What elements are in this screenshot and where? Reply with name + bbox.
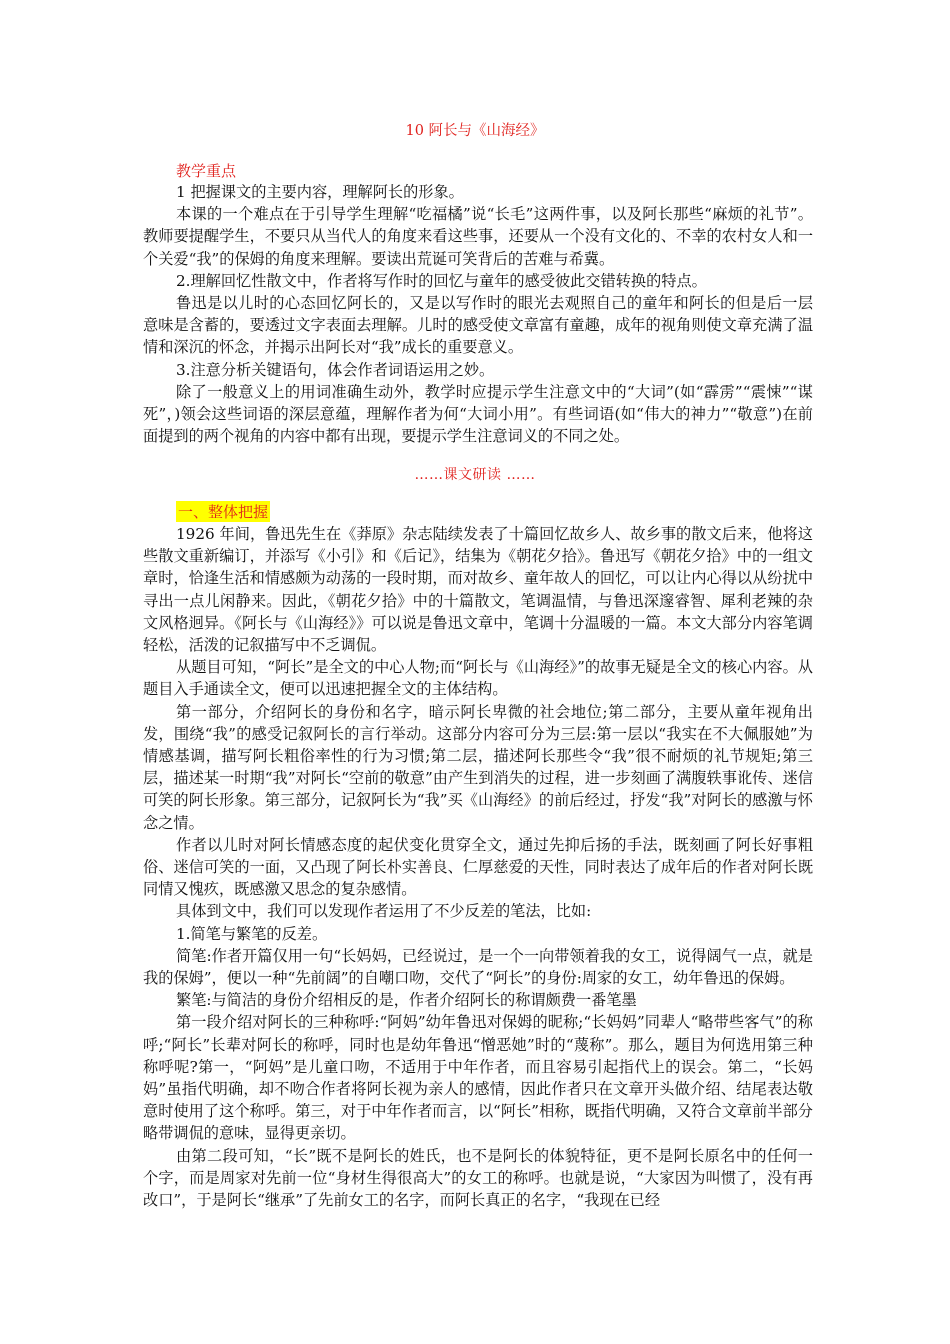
paragraph: 繁笔:与简洁的身份介绍相反的是，作者介绍阿长的称谓颇费一番笔墨 — [176, 991, 637, 1010]
paragraph: 1926 年间，鲁迅先生在《莽原》杂志陆续发表了十篇回忆故乡人、故乡事的散文后来，他将这些散文重新编订，并添写《小引》和《后记》，结集为《朝花夕拾》。鲁迅写《朝花夕拾》中的一组文章时，恰逢生活和情感颇为动荡的一段时期，而对故乡、童年故人的回忆，可以让内心得以从纷扰中寻出一点儿闲静来。因此，《朝花夕拾》中的十篇散文，笔调温情，与鲁迅深邃睿智、犀利老辣的杂文风格迥异。《阿长与《山海经》》可以说是鲁迅文章中，笔调十分温暖的一篇。本文大部分内容笔调轻松，活泼的记叙描写中不乏调侃。 — [143, 525, 813, 655]
overall-heading: 一、整体把握 — [178, 503, 269, 521]
paragraph: 简笔:作者开篇仅用一句“长妈妈，已经说过，是一个一向带领着我的女工，说得阔气一点，就是我的保姆”，便以一种“先前阔”的自嘲口吻，交代了“阿长”的身份:周家的女工，幼年鲁迅的保姆。 — [143, 946, 813, 988]
teaching-focus-heading: 教学重点 — [176, 162, 237, 180]
document-title: 10 阿长与《山海经》 — [405, 123, 545, 139]
paragraph: 具体到文中，我们可以发现作者运用了不少反差的笔法，比如: — [176, 902, 592, 921]
paragraph: 2.理解回忆性散文中，作者将写作时的回忆与童年的感受彼此交错转换的特点。 — [176, 271, 707, 290]
teaching-focus-body — [143, 181, 813, 447]
paragraph: 第一部分，介绍阿长的身份和名字，暗示阿长卑微的社会地位;第二部分，主要从童年视角出发，围绕“我”的感受记叙阿长的言行举动。这部分内容可分为三层:第一层以“我实在不大佩服她”为情感基调，描写阿长粗俗率性的行为习惯;第二层，描述阿长那些令“我”很不耐烦的礼节规矩;第三层，描述某一时期“我”对阿长“空前的敬意”由产生到消失的过程，进一步刻画了满腹轶事讹传、迷信可笑的阿长形象。第三部分，记叙阿长为“我”买《山海经》的前后经过，抒发“我”对阿长的感激与怀念之情。 — [143, 702, 813, 832]
paragraph: 1.简笔与繁笔的反差。 — [176, 924, 328, 943]
paragraph: 3.注意分析关键语句，体会作者词语运用之妙。 — [176, 360, 495, 379]
paragraph: 1 把握课文的主要内容，理解阿长的形象。 — [176, 183, 464, 201]
paragraph: 除了一般意义上的用词准确生动外，教学时应提示学生注意文中的“大词”(如“霹雳”“震悚”“谋死”，)领会这些词语的深层意蕴，理解作者为何“大词小用”。有些词语(如“伟大的神力”“敬意”)在前面提到的两个视角的内容中都有出现，要提示学生注意词义的不同之处。 — [143, 382, 813, 446]
paragraph: 从题目可知，“阿长”是全文的中心人物;而“阿长与《山海经》”的故事无疑是全文的核心内容。从题目入手通读全文，便可以迅速把握全文的主体结构。 — [143, 658, 813, 699]
section-divider: ……课文研读 …… — [414, 467, 536, 483]
paragraph: 第一段介绍对阿长的三种称呼:“阿妈”幼年鲁迅对保姆的昵称;“长妈妈”同辈人“略带些客气”的称呼;“阿长”长辈对阿长的称呼，同时也是幼年鲁迅“憎恶她”时的“蔑称”。那么，题目为何选用第三种称呼呢?第一，“阿妈”是儿童口吻，不适用于中年作者，而且容易引起指代上的误会。第二，“长妈妈”虽指代明确，却不吻合作者将阿长视为亲人的感情，因此作者只在文章开头做介绍、结尾表达敬意时使用了这个称呼。第三，对于中年作者而言，以“阿长”相称，既指代明确，又符合文章前半部分略带调侃的意味，显得更亲切。 — [143, 1013, 813, 1143]
paragraph: 作者以儿时对阿长情感态度的起伏变化贯穿全文，通过先抑后扬的手法，既刻画了阿长好事粗俗、迷信可笑的一面，又凸现了阿长朴实善良、仁厚慈爱的天性，同时表达了成年后的作者对阿长既同情又愧疚，既感激又思念的复杂感情。 — [143, 835, 813, 899]
overall-body — [143, 523, 813, 1211]
paragraph: 由第二段可知，“长”既不是阿长的姓氏，也不是阿长的体貌特征，更不是阿长原名中的任何一个字，而是周家对先前一位“身材生得很高大”的女工的称呼。也就是说，“大家因为叫惯了，没有再改口”，于是阿长“继承”了先前女工的名字，而阿长真正的名字，“我现在已经 — [143, 1146, 813, 1210]
paragraph: 本课的一个难点在于引导学生理解“吃福橘”说“长毛”这两件事，以及阿长那些“麻烦的礼节”。教师要提醒学生，不要只从当代人的角度来看这些事，还要从一个没有文化的、不幸的农村女人和一个关爱“我”的保姆的角度来理解。要读出荒诞可笑背后的苦难与希冀。 — [143, 205, 813, 268]
paragraph: 鲁迅是以儿时的心态回忆阿长的，又是以写作时的眼光去观照自己的童年和阿长的但是后一层意味是含蓄的，要透过文字表面去理解。儿时的感受使文章富有童趣，成年的视角则使文章充满了温情和深沉的怀念，并揭示出阿长对“我”成长的重要意义。 — [143, 294, 813, 357]
